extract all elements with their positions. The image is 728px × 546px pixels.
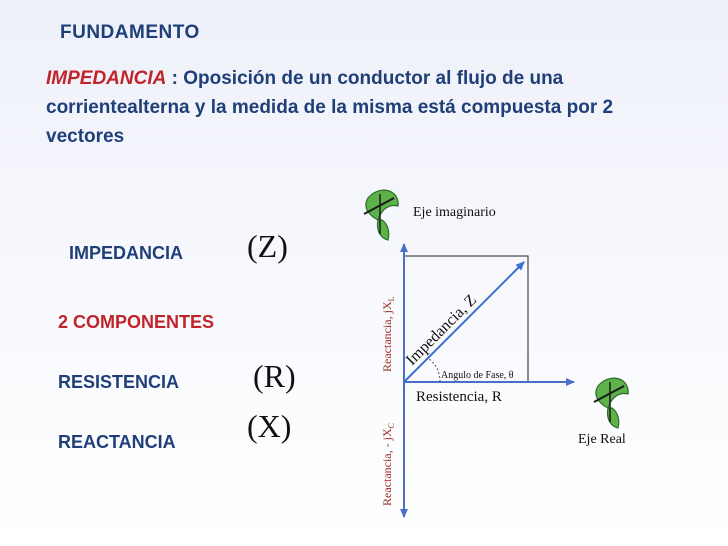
definition-term: IMPEDANCIA xyxy=(46,68,167,89)
real-axis-label: Eje Real xyxy=(578,432,626,447)
imaginary-axis-label: Eje imaginario xyxy=(413,205,496,220)
reactance-positive-label: Reactancia, $jX_L$ xyxy=(380,296,396,372)
resistencia-label: RESISTENCIA xyxy=(58,372,180,392)
reactancia-symbol: (X) xyxy=(247,408,292,444)
leaf-arrow-icon-top xyxy=(364,190,398,240)
slide-heading: FUNDAMENTO xyxy=(60,22,200,43)
resistance-label: Resistencia, R xyxy=(416,389,502,405)
reactancia-label: REACTANCIA xyxy=(58,432,176,452)
componentes-label: 2 COMPONENTES xyxy=(58,312,215,332)
leaf-arrow-icon-right xyxy=(594,378,628,428)
resistencia-symbol: (R) xyxy=(253,358,296,394)
phase-angle-label: Angulo de Fase, θ xyxy=(441,370,514,381)
impedance-vector-label: Impedancia, Z xyxy=(402,291,481,369)
impedance-vector xyxy=(404,262,524,382)
phase-angle-arc xyxy=(428,358,440,382)
impedancia-symbol: (Z) xyxy=(247,228,288,264)
reactance-negative-label: Reactancia, - $jX_C$ xyxy=(380,423,396,506)
impedancia-label: IMPEDANCIA xyxy=(69,243,184,263)
definition-body: : Oposición de un conductor al flujo de una corrientealterna y la medida de la misma está compuesta por 2 vectores xyxy=(46,68,614,147)
